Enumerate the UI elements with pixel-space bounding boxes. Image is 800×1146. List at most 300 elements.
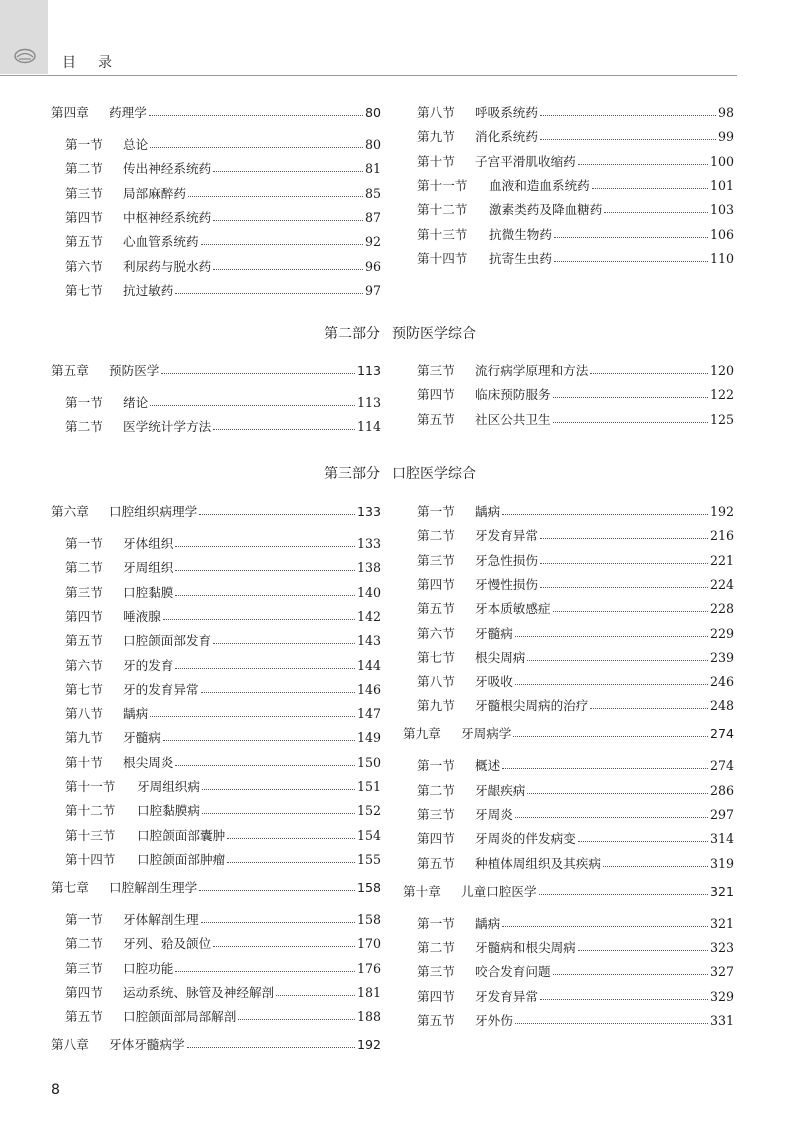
toc-entry-title: 牙吸收 bbox=[475, 674, 513, 690]
toc-section-entry[interactable] bbox=[51, 417, 381, 437]
toc-entry-page: 221 bbox=[709, 552, 734, 568]
toc-entry-number: 第五节 bbox=[65, 234, 103, 250]
toc-section-entry[interactable] bbox=[403, 696, 734, 716]
toc-leader-dots bbox=[175, 667, 355, 669]
toc-leader-dots bbox=[213, 219, 363, 221]
toc-leader-dots bbox=[150, 404, 355, 406]
toc-leader-dots bbox=[201, 691, 355, 693]
toc-entry-number: 第一节 bbox=[417, 758, 455, 774]
toc-section-entry[interactable] bbox=[403, 599, 734, 619]
toc-entry-title: 流行病学原理和方法 bbox=[475, 363, 589, 378]
toc-leader-dots bbox=[603, 865, 708, 867]
toc-entry-title: 医学统计学方法 bbox=[123, 419, 212, 435]
toc-entry-number: 第六章 bbox=[51, 504, 89, 519]
toc-entry-page: 85 bbox=[364, 185, 381, 201]
toc-entry-page: 80 bbox=[364, 137, 381, 152]
toc-entry-page: 321 bbox=[709, 915, 734, 931]
part-2-label: 第二部分 bbox=[324, 326, 380, 342]
toc-leader-dots bbox=[502, 767, 708, 769]
toc-entry-number: 第十一节 bbox=[65, 779, 116, 794]
toc-entry-page: 331 bbox=[709, 1012, 734, 1028]
toc-section-entry[interactable] bbox=[51, 558, 381, 578]
toc-entry-number: 第三节 bbox=[417, 964, 455, 980]
toc-section-entry[interactable] bbox=[51, 753, 381, 773]
toc-entry-title: 牙体组织 bbox=[123, 536, 174, 551]
toc-leader-dots bbox=[175, 970, 355, 972]
toc-entry-page: 113 bbox=[356, 395, 381, 410]
toc-entry-page: 138 bbox=[356, 560, 381, 576]
toc-entry-number: 第六节 bbox=[417, 625, 455, 641]
toc-entry-number: 第九章 bbox=[403, 726, 441, 742]
toc-chapter-entry[interactable] bbox=[51, 878, 381, 898]
toc-entry-page: 188 bbox=[356, 1009, 381, 1025]
toc-entry-page: 224 bbox=[709, 576, 734, 592]
toc-entry-title: 牙的发育异常 bbox=[123, 681, 199, 697]
toc-section-entry[interactable] bbox=[51, 534, 381, 554]
toc-section-entry[interactable] bbox=[403, 914, 734, 934]
toc-entry-page: 113 bbox=[356, 363, 381, 378]
toc-section-entry[interactable] bbox=[403, 962, 734, 982]
toc-section-entry[interactable] bbox=[51, 959, 381, 979]
toc-chapter-entry[interactable] bbox=[403, 882, 734, 902]
toc-section-entry[interactable] bbox=[51, 850, 381, 870]
toc-entry-number: 第十四节 bbox=[65, 851, 116, 867]
toc-entry-title: 牙发育异常 bbox=[475, 988, 538, 1004]
toc-entry-page: 155 bbox=[356, 851, 381, 867]
toc-section-entry[interactable] bbox=[403, 502, 734, 522]
toc-entry-title: 牙周组织病 bbox=[137, 779, 200, 794]
toc-entry-number: 第四节 bbox=[65, 209, 103, 225]
toc-section-entry[interactable] bbox=[51, 159, 381, 179]
toc-leader-dots bbox=[592, 187, 708, 189]
toc-entry-title: 龋病 bbox=[475, 504, 501, 519]
toc-entry-page: 149 bbox=[356, 730, 381, 746]
toc-section-entry[interactable] bbox=[403, 756, 734, 776]
toc-section-entry[interactable] bbox=[403, 551, 734, 571]
toc-entry-title: 牙的发育 bbox=[123, 657, 174, 673]
toc-section-entry[interactable] bbox=[403, 526, 734, 546]
toc-entry-number: 第十一节 bbox=[417, 177, 468, 193]
toc-section-entry[interactable] bbox=[51, 801, 381, 821]
toc-entry-number: 第九节 bbox=[417, 698, 455, 714]
toc-leader-dots bbox=[149, 114, 363, 116]
toc-entry-number: 第四章 bbox=[51, 105, 89, 120]
toc-leader-dots bbox=[515, 635, 708, 637]
toc-section-entry[interactable] bbox=[51, 281, 381, 301]
toc-entry-number: 第八节 bbox=[417, 674, 455, 690]
toc-entry-page: 323 bbox=[709, 939, 734, 955]
toc-section-entry[interactable] bbox=[51, 257, 381, 277]
toc-entry-number: 第三节 bbox=[417, 807, 455, 822]
toc-entry-page: 133 bbox=[356, 504, 381, 519]
toc-entry-number: 第五节 bbox=[65, 633, 103, 649]
toc-entry-title: 口腔黏膜 bbox=[123, 584, 174, 600]
toc-entry-title: 种植体周组织及其疾病 bbox=[475, 855, 601, 871]
toc-chapter-entry[interactable] bbox=[51, 1035, 381, 1055]
toc-entry-title: 牙急性损伤 bbox=[475, 552, 538, 568]
toc-entry-title: 儿童口腔医学 bbox=[461, 883, 537, 899]
toc-entry-number: 第四节 bbox=[417, 988, 455, 1004]
toc-leader-dots bbox=[540, 537, 708, 539]
toc-entry-number: 第十节 bbox=[417, 153, 455, 169]
toc-section-entry[interactable] bbox=[403, 648, 734, 668]
part-2-title: 预防医学综合 bbox=[392, 326, 476, 342]
toc-entry-number: 第二节 bbox=[65, 936, 103, 952]
toc-entry-page: 80 bbox=[364, 105, 381, 120]
toc-entry-number: 第十三节 bbox=[417, 226, 468, 242]
toc-entry-number: 第六节 bbox=[65, 657, 103, 673]
toc-entry-page: 81 bbox=[364, 161, 381, 177]
toc-entry-number: 第四节 bbox=[65, 608, 103, 624]
toc-entry-page: 181 bbox=[356, 984, 381, 1000]
toc-entry-title: 口腔颌面部囊肿 bbox=[137, 827, 226, 843]
toc-entry-page: 297 bbox=[709, 807, 734, 822]
toc-section-entry[interactable] bbox=[51, 631, 381, 651]
toc-entry-page: 239 bbox=[709, 649, 734, 665]
toc-entry-number: 第十节 bbox=[65, 754, 103, 770]
toc-entry-number: 第二节 bbox=[65, 161, 103, 177]
toc-entry-title: 口腔颌面部肿瘤 bbox=[137, 851, 226, 867]
toc-section-entry[interactable] bbox=[417, 200, 734, 220]
toc-entry-title: 牙髓病 bbox=[475, 625, 513, 641]
toc-leader-dots bbox=[590, 707, 708, 709]
toc-entry-page: 144 bbox=[356, 657, 381, 673]
toc-entry-title: 牙慢性损伤 bbox=[475, 576, 538, 592]
toc-section-entry[interactable] bbox=[417, 249, 734, 269]
toc-leader-dots bbox=[554, 236, 708, 238]
toc-section-entry[interactable] bbox=[51, 777, 381, 797]
toc-section-entry[interactable] bbox=[51, 393, 381, 413]
toc-entry-title: 呼吸系统药 bbox=[475, 105, 538, 120]
toc-entry-title: 牙髓病 bbox=[123, 730, 161, 746]
toc-entry-title: 子宫平滑肌收缩药 bbox=[475, 153, 576, 169]
toc-entry-page: 150 bbox=[356, 754, 381, 770]
toc-section-entry[interactable] bbox=[403, 987, 734, 1007]
toc-section-entry[interactable] bbox=[51, 607, 381, 627]
toc-entry-title: 抗过敏药 bbox=[123, 282, 174, 298]
toc-section-entry[interactable] bbox=[51, 656, 381, 676]
toc-entry-number: 第七节 bbox=[65, 282, 103, 298]
toc-section-entry[interactable] bbox=[51, 910, 381, 930]
toc-entry-page: 329 bbox=[709, 988, 734, 1004]
toc-entry-title: 总论 bbox=[123, 137, 149, 152]
toc-section-entry[interactable] bbox=[51, 983, 381, 1003]
part-3-title: 口腔医学综合 bbox=[392, 466, 476, 482]
toc-section-entry[interactable] bbox=[403, 805, 734, 825]
toc-entry-title: 药理学 bbox=[109, 105, 147, 120]
toc-entry-number: 第九节 bbox=[417, 129, 455, 145]
toc-entry-title: 根尖周炎 bbox=[123, 754, 174, 770]
toc-section-entry[interactable] bbox=[51, 208, 381, 228]
toc-entry-page: 216 bbox=[709, 528, 734, 544]
toc-section-entry[interactable] bbox=[403, 624, 734, 644]
toc-entry-page: 154 bbox=[356, 827, 381, 843]
toc-entry-number: 第五节 bbox=[65, 1009, 103, 1025]
toc-entry-title: 口腔功能 bbox=[123, 960, 174, 976]
toc-entry-number: 第七节 bbox=[417, 649, 455, 665]
toc-leader-dots bbox=[175, 292, 363, 294]
toc-entry-number: 第四节 bbox=[417, 387, 455, 403]
toc-entry-number: 第四节 bbox=[417, 576, 455, 592]
toc-entry-number: 第五节 bbox=[417, 855, 455, 871]
toc-entry-page: 158 bbox=[356, 879, 381, 895]
toc-leader-dots bbox=[227, 861, 355, 863]
toc-section-entry[interactable] bbox=[417, 225, 734, 245]
toc-entry-page: 133 bbox=[356, 536, 381, 551]
toc-entry-page: 176 bbox=[356, 960, 381, 976]
toc-leader-dots bbox=[553, 421, 708, 423]
toc-entry-number: 第十二节 bbox=[65, 803, 116, 819]
toc-entry-title: 唾液腺 bbox=[123, 608, 161, 624]
toc-leader-dots bbox=[175, 569, 355, 571]
toc-chapter-entry[interactable] bbox=[51, 361, 381, 381]
toc-leader-dots bbox=[188, 195, 363, 197]
toc-leader-dots bbox=[540, 586, 708, 588]
toc-entry-page: 192 bbox=[709, 504, 734, 519]
toc-entry-number: 第三节 bbox=[65, 584, 103, 600]
toc-entry-page: 143 bbox=[356, 633, 381, 649]
toc-entry-title: 牙列、𬌗及颌位 bbox=[123, 936, 212, 952]
toc-leader-dots bbox=[604, 211, 708, 213]
toc-leader-dots bbox=[199, 513, 355, 515]
toc-entry-number: 第二节 bbox=[65, 560, 103, 576]
toc-entry-page: 314 bbox=[709, 831, 734, 847]
toc-leader-dots bbox=[213, 428, 355, 430]
toc-entry-title: 龋病 bbox=[123, 706, 149, 722]
toc-entry-number: 第四节 bbox=[417, 831, 455, 847]
toc-section-entry[interactable] bbox=[417, 103, 734, 123]
toc-entry-title: 牙体解剖生理 bbox=[123, 911, 199, 927]
part-3-label: 第三部分 bbox=[324, 466, 380, 482]
toc-entry-page: 286 bbox=[709, 782, 734, 798]
toc-entry-number: 第一节 bbox=[417, 915, 455, 931]
toc-leader-dots bbox=[553, 610, 708, 612]
toc-entry-page: 319 bbox=[709, 855, 734, 871]
toc-section-entry[interactable] bbox=[51, 583, 381, 603]
toc-entry-page: 110 bbox=[709, 250, 734, 266]
toc-entry-title: 口腔颌面部发育 bbox=[123, 633, 212, 649]
header-title-char1: 目 bbox=[62, 55, 76, 71]
toc-section-entry[interactable] bbox=[417, 410, 734, 430]
toc-entry-title: 临床预防服务 bbox=[475, 387, 551, 403]
toc-entry-page: 96 bbox=[364, 258, 381, 274]
toc-section-entry[interactable] bbox=[417, 361, 734, 381]
toc-leader-dots bbox=[590, 372, 708, 374]
toc-entry-title: 牙髓根尖周病的治疗 bbox=[475, 698, 589, 714]
toc-entry-number: 第四节 bbox=[65, 984, 103, 1000]
toc-entry-page: 321 bbox=[709, 883, 734, 899]
toc-entry-title: 激素类药及降血糖药 bbox=[489, 202, 603, 218]
toc-entry-title: 中枢神经系统药 bbox=[123, 209, 212, 225]
toc-section-entry[interactable] bbox=[51, 232, 381, 252]
toc-leader-dots bbox=[163, 618, 355, 620]
toc-leader-dots bbox=[202, 788, 355, 790]
toc-entry-title: 口腔黏膜病 bbox=[137, 803, 200, 819]
toc-section-entry[interactable] bbox=[51, 135, 381, 155]
toc-entry-title: 局部麻醉药 bbox=[123, 185, 186, 201]
toc-entry-page: 100 bbox=[709, 153, 734, 169]
toc-entry-page: 228 bbox=[709, 601, 734, 617]
toc-section-entry[interactable] bbox=[51, 826, 381, 846]
toc-entry-number: 第二节 bbox=[417, 939, 455, 955]
toc-entry-page: 92 bbox=[364, 234, 381, 250]
toc-entry-number: 第十章 bbox=[403, 883, 441, 899]
toc-entry-page: 274 bbox=[709, 758, 734, 774]
toc-leader-dots bbox=[201, 921, 355, 923]
toc-entry-number: 第六节 bbox=[65, 258, 103, 274]
toc-section-entry[interactable] bbox=[403, 829, 734, 849]
toc-entry-title: 心血管系统药 bbox=[123, 234, 199, 250]
toc-entry-title: 牙周组织 bbox=[123, 560, 174, 576]
toc-entry-page: 103 bbox=[709, 202, 734, 218]
toc-leader-dots bbox=[213, 642, 355, 644]
toc-entry-page: 151 bbox=[356, 779, 381, 794]
toc-entry-title: 口腔组织病理学 bbox=[109, 504, 198, 519]
toc-section-entry[interactable] bbox=[51, 704, 381, 724]
toc-entry-page: 152 bbox=[356, 803, 381, 819]
toc-entry-number: 第七章 bbox=[51, 879, 89, 895]
toc-entry-title: 运动系统、脉管及神经解剖 bbox=[123, 984, 275, 1000]
toc-entry-number: 第三节 bbox=[417, 552, 455, 568]
toc-entry-page: 274 bbox=[709, 726, 734, 742]
toc-entry-number: 第五节 bbox=[417, 1012, 455, 1028]
toc-entry-page: 97 bbox=[364, 282, 381, 298]
toc-leader-dots bbox=[539, 893, 708, 895]
toc-section-entry[interactable] bbox=[51, 1007, 381, 1027]
part-heading-2 bbox=[0, 323, 800, 343]
toc-entry-page: 246 bbox=[709, 674, 734, 690]
toc-leader-dots bbox=[515, 1022, 708, 1024]
toc-entry-title: 牙龈疾病 bbox=[475, 782, 526, 798]
toc-entry-number: 第二节 bbox=[417, 782, 455, 798]
toc-entry-page: 125 bbox=[709, 411, 734, 427]
toc-entry-page: 120 bbox=[709, 363, 734, 378]
toc-entry-page: 158 bbox=[356, 911, 381, 927]
toc-leader-dots bbox=[150, 715, 355, 717]
toc-leader-dots bbox=[161, 372, 355, 374]
toc-entry-title: 社区公共卫生 bbox=[475, 411, 551, 427]
toc-entry-number: 第七节 bbox=[65, 681, 103, 697]
toc-section-entry[interactable] bbox=[417, 385, 734, 405]
toc-leader-dots bbox=[553, 973, 708, 975]
header-divider bbox=[0, 75, 737, 76]
toc-leader-dots bbox=[502, 925, 708, 927]
toc-entry-number: 第三节 bbox=[417, 363, 455, 378]
toc-section-entry[interactable] bbox=[417, 127, 734, 147]
toc-entry-title: 牙外伤 bbox=[475, 1012, 513, 1028]
toc-leader-dots bbox=[276, 994, 355, 996]
toc-leader-dots bbox=[175, 764, 355, 766]
toc-leader-dots bbox=[175, 545, 355, 547]
toc-leader-dots bbox=[213, 945, 355, 947]
toc-entry-title: 口腔颌面部局部解剖 bbox=[123, 1009, 237, 1025]
toc-leader-dots bbox=[502, 513, 708, 515]
toc-entry-title: 预防医学 bbox=[109, 363, 160, 378]
toc-entry-number: 第一节 bbox=[65, 536, 103, 551]
toc-entry-title: 龋病 bbox=[475, 915, 501, 931]
toc-entry-number: 第十三节 bbox=[65, 827, 116, 843]
toc-entry-number: 第五节 bbox=[417, 411, 455, 427]
toc-leader-dots bbox=[213, 268, 363, 270]
toc-section-entry[interactable] bbox=[403, 938, 734, 958]
toc-leader-dots bbox=[150, 146, 363, 148]
toc-section-entry[interactable] bbox=[51, 728, 381, 748]
toc-entry-page: 106 bbox=[709, 226, 734, 242]
toc-entry-title: 牙本质敏感症 bbox=[475, 601, 551, 617]
toc-leader-dots bbox=[553, 396, 708, 398]
toc-leader-dots bbox=[227, 837, 355, 839]
toc-entry-page: 98 bbox=[717, 105, 734, 120]
toc-entry-number: 第八章 bbox=[51, 1037, 89, 1053]
toc-leader-dots bbox=[199, 889, 355, 891]
toc-entry-page: 101 bbox=[709, 177, 734, 193]
toc-section-entry[interactable] bbox=[51, 934, 381, 954]
toc-entry-title: 血液和造血系统药 bbox=[489, 177, 590, 193]
toc-leader-dots bbox=[202, 812, 355, 814]
toc-entry-number: 第三节 bbox=[65, 185, 103, 201]
toc-entry-title: 绪论 bbox=[123, 395, 149, 410]
toc-entry-title: 牙体牙髓病学 bbox=[109, 1037, 185, 1053]
toc-leader-dots bbox=[527, 792, 708, 794]
toc-entry-title: 牙发育异常 bbox=[475, 528, 538, 544]
toc-entry-number: 第一节 bbox=[65, 137, 103, 152]
toc-leader-dots bbox=[540, 114, 716, 116]
toc-entry-title: 概述 bbox=[475, 758, 501, 774]
toc-section-entry[interactable] bbox=[403, 1011, 734, 1031]
toc-section-entry[interactable] bbox=[417, 176, 734, 196]
toc-leader-dots bbox=[540, 138, 716, 140]
toc-entry-page: 327 bbox=[709, 964, 734, 980]
toc-entry-title: 牙周炎 bbox=[475, 807, 513, 822]
toc-entry-page: 142 bbox=[356, 608, 381, 624]
toc-leader-dots bbox=[163, 739, 355, 741]
toc-chapter-entry[interactable] bbox=[403, 724, 734, 744]
toc-entry-page: 122 bbox=[709, 387, 734, 403]
toc-section-entry[interactable] bbox=[403, 781, 734, 801]
toc-entry-number: 第二节 bbox=[65, 419, 103, 435]
toc-section-entry[interactable] bbox=[51, 184, 381, 204]
toc-entry-title: 牙髓病和根尖周病 bbox=[475, 939, 576, 955]
toc-leader-dots bbox=[527, 659, 708, 661]
toc-section-entry[interactable] bbox=[403, 854, 734, 874]
toc-entry-title: 抗微生物药 bbox=[489, 226, 552, 242]
toc-entry-number: 第一节 bbox=[417, 504, 455, 519]
toc-section-entry[interactable] bbox=[417, 152, 734, 172]
toc-entry-number: 第一节 bbox=[65, 395, 103, 410]
toc-leader-dots bbox=[515, 816, 708, 818]
toc-entry-number: 第三节 bbox=[65, 960, 103, 976]
toc-entry-number: 第五章 bbox=[51, 363, 89, 378]
toc-leader-dots bbox=[578, 840, 708, 842]
toc-entry-title: 传出神经系统药 bbox=[123, 161, 212, 177]
toc-entry-page: 248 bbox=[709, 698, 734, 714]
toc-leader-dots bbox=[578, 949, 708, 951]
toc-section-entry[interactable] bbox=[403, 575, 734, 595]
toc-chapter-entry[interactable] bbox=[51, 502, 381, 522]
toc-leader-dots bbox=[540, 562, 708, 564]
toc-leader-dots bbox=[201, 243, 363, 245]
toc-section-entry[interactable] bbox=[51, 680, 381, 700]
toc-leader-dots bbox=[578, 163, 708, 165]
toc-entry-title: 口腔解剖生理学 bbox=[109, 879, 198, 895]
toc-chapter-entry[interactable] bbox=[51, 103, 381, 123]
toc-section-entry[interactable] bbox=[403, 672, 734, 692]
toc-entry-number: 第十四节 bbox=[417, 250, 468, 266]
toc-entry-page: 192 bbox=[356, 1037, 381, 1053]
publisher-logo-icon bbox=[14, 48, 36, 64]
toc-entry-number: 第八节 bbox=[417, 105, 455, 120]
toc-entry-page: 147 bbox=[356, 706, 381, 722]
